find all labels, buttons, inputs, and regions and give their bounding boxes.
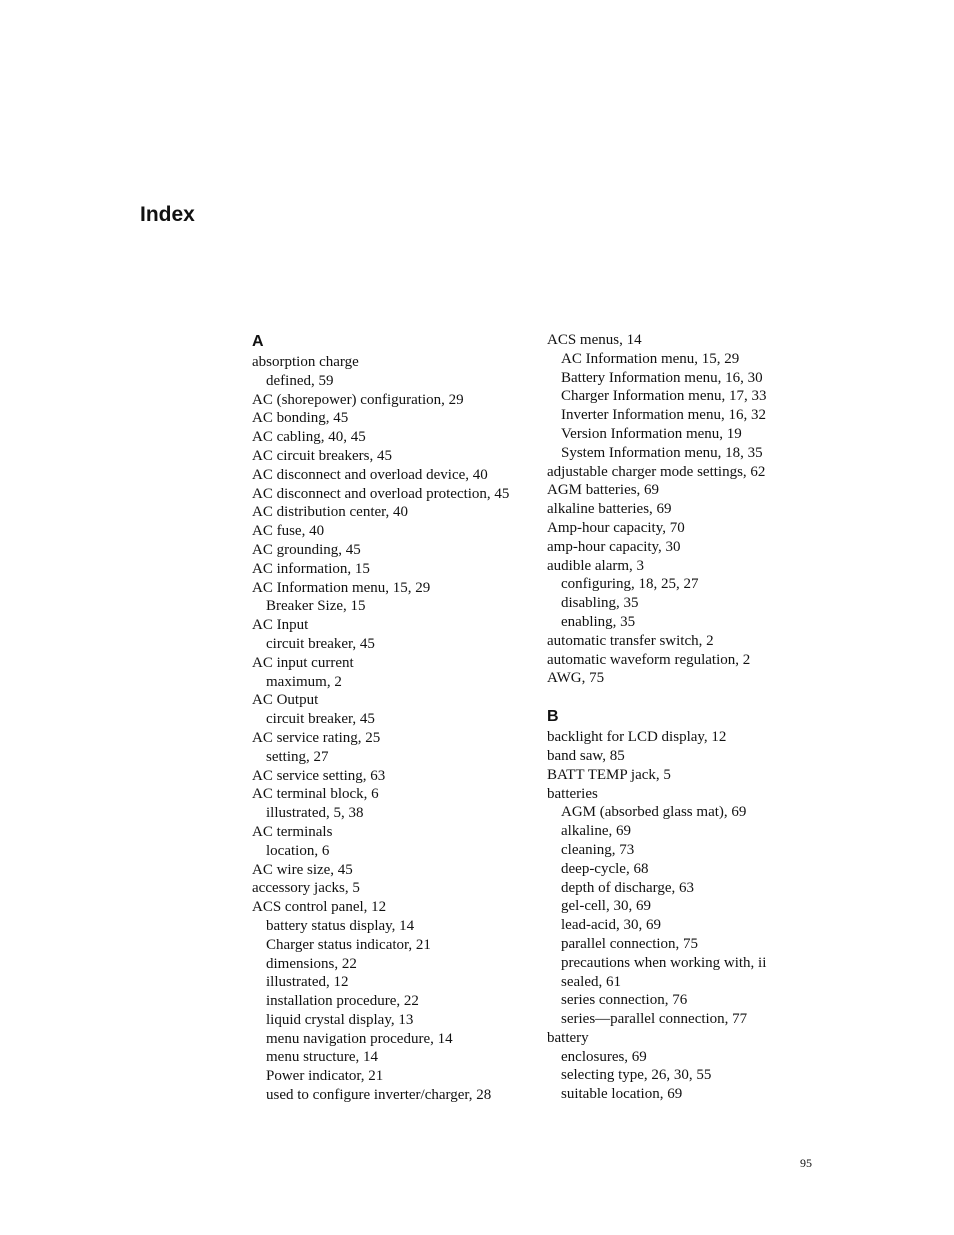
index-column-left bbox=[252, 331, 542, 1105]
index-subentry: sealed, 61 bbox=[561, 973, 621, 990]
index-entry: accessory jacks, 5 bbox=[252, 880, 360, 897]
index-entry: AC grounding, 45 bbox=[252, 541, 361, 558]
page-number: 95 bbox=[800, 1156, 812, 1170]
index-entry: batteries bbox=[547, 785, 598, 802]
index-entry: audible alarm, 3 bbox=[547, 557, 645, 574]
index-subentry: menu navigation procedure, 14 bbox=[266, 1030, 453, 1047]
index-subentry: precautions when working with, ii bbox=[561, 954, 767, 971]
index-subentry: AGM (absorbed glass mat), 69 bbox=[561, 804, 747, 821]
index-entry: ACS control panel, 12 bbox=[252, 899, 387, 916]
index-subentry: enabling, 35 bbox=[561, 613, 636, 630]
index-subentry: liquid crystal display, 13 bbox=[266, 1011, 414, 1028]
index-subentry: installation procedure, 22 bbox=[266, 993, 419, 1010]
page-title: Index bbox=[140, 203, 195, 226]
index-column-right bbox=[547, 331, 837, 1104]
index-subentry: Breaker Size, 15 bbox=[266, 598, 366, 615]
index-entry: AC Output bbox=[252, 692, 319, 709]
index-subentry: circuit breaker, 45 bbox=[266, 711, 375, 728]
index-entry: AC Information menu, 15, 29 bbox=[252, 579, 431, 596]
index-subentry: menu structure, 14 bbox=[266, 1049, 379, 1066]
index-subentry: enclosures, 69 bbox=[561, 1048, 647, 1065]
index-entry: AC input current bbox=[252, 654, 354, 671]
index-subentry: System Information menu, 18, 35 bbox=[561, 444, 763, 461]
index-entry: AC information, 15 bbox=[252, 560, 370, 577]
index-subentry: setting, 27 bbox=[266, 748, 329, 765]
index-subentry: circuit breaker, 45 bbox=[266, 635, 375, 652]
index-entry: backlight for LCD display, 12 bbox=[547, 729, 727, 746]
index-subentry: Battery Information menu, 16, 30 bbox=[561, 369, 763, 386]
index-entry: alkaline batteries, 69 bbox=[547, 501, 672, 518]
index-entry: band saw, 85 bbox=[547, 747, 625, 764]
index-subentry: Version Information menu, 19 bbox=[561, 425, 742, 442]
index-entry: AC terminals bbox=[252, 823, 333, 840]
index-entry: AC service rating, 25 bbox=[252, 729, 381, 746]
index-entry: adjustable charger mode settings, 62 bbox=[547, 463, 766, 480]
index-entry: absorption charge bbox=[252, 354, 359, 370]
index-entry: amp-hour capacity, 30 bbox=[547, 538, 681, 555]
index-subentry: AC Information menu, 15, 29 bbox=[561, 350, 740, 367]
index-entry: AC fuse, 40 bbox=[252, 523, 325, 540]
index-subentry: series—parallel connection, 77 bbox=[561, 1011, 748, 1028]
index-entry: AC bonding, 45 bbox=[252, 410, 349, 427]
index-subentry: selecting type, 26, 30, 55 bbox=[561, 1067, 712, 1084]
index-subentry: disabling, 35 bbox=[561, 595, 639, 612]
index-subentry: location, 6 bbox=[266, 842, 330, 859]
index-entry: BATT TEMP jack, 5 bbox=[547, 766, 671, 783]
index-entry: AC circuit breakers, 45 bbox=[252, 447, 392, 464]
index-subentry: dimensions, 22 bbox=[266, 955, 357, 972]
index-subentry: Charger Information menu, 17, 33 bbox=[561, 388, 767, 405]
index-entry: ACS menus, 14 bbox=[547, 332, 642, 348]
index-entry: AC service setting, 63 bbox=[252, 767, 386, 784]
index-subentry: illustrated, 12 bbox=[266, 974, 349, 991]
index-entry: AC terminal block, 6 bbox=[252, 786, 379, 803]
index-entry: AC disconnect and overload device, 40 bbox=[252, 466, 488, 483]
index-entry: Amp-hour capacity, 70 bbox=[547, 519, 685, 536]
index-subentry: gel-cell, 30, 69 bbox=[561, 898, 651, 915]
index-subentry: illustrated, 5, 38 bbox=[266, 805, 364, 822]
index-subentry: Charger status indicator, 21 bbox=[266, 936, 431, 953]
index-subentry: cleaning, 73 bbox=[561, 841, 635, 858]
index-entry: AC distribution center, 40 bbox=[252, 504, 409, 521]
index-entry: AGM batteries, 69 bbox=[547, 482, 660, 499]
index-entry: AC wire size, 45 bbox=[252, 861, 353, 878]
index-subentry: Power indicator, 21 bbox=[266, 1068, 384, 1085]
index-entry: AC (shorepower) configuration, 29 bbox=[252, 391, 464, 408]
index-subentry: suitable location, 69 bbox=[561, 1086, 683, 1103]
index-subentry: Inverter Information menu, 16, 32 bbox=[561, 407, 766, 424]
index-entry: AC cabling, 40, 45 bbox=[252, 429, 366, 446]
index-entry: battery bbox=[547, 1029, 589, 1046]
index-subentry: used to configure inverter/charger, 28 bbox=[266, 1087, 492, 1104]
index-entry: automatic waveform regulation, 2 bbox=[547, 651, 751, 668]
index-entry: AWG, 75 bbox=[547, 670, 605, 687]
index-subentry: defined, 59 bbox=[266, 372, 334, 389]
index-subentry: parallel connection, 75 bbox=[561, 935, 699, 952]
index-subentry: alkaline, 69 bbox=[561, 823, 631, 840]
index-subentry: battery status display, 14 bbox=[266, 917, 415, 934]
index-subentry: depth of discharge, 63 bbox=[561, 879, 695, 896]
index-subentry: lead-acid, 30, 69 bbox=[561, 917, 661, 934]
index-subentry: maximum, 2 bbox=[266, 673, 342, 690]
section-letter: B bbox=[547, 708, 559, 726]
index-subentry: series connection, 76 bbox=[561, 992, 688, 1009]
section-letter: A bbox=[252, 333, 264, 350]
index-entry: automatic transfer switch, 2 bbox=[547, 632, 714, 649]
index-entry: AC Input bbox=[252, 617, 309, 634]
index-subentry: deep-cycle, 68 bbox=[561, 860, 649, 877]
index-subentry: configuring, 18, 25, 27 bbox=[561, 576, 699, 593]
index-entry: AC disconnect and overload protection, 45 bbox=[252, 485, 510, 502]
